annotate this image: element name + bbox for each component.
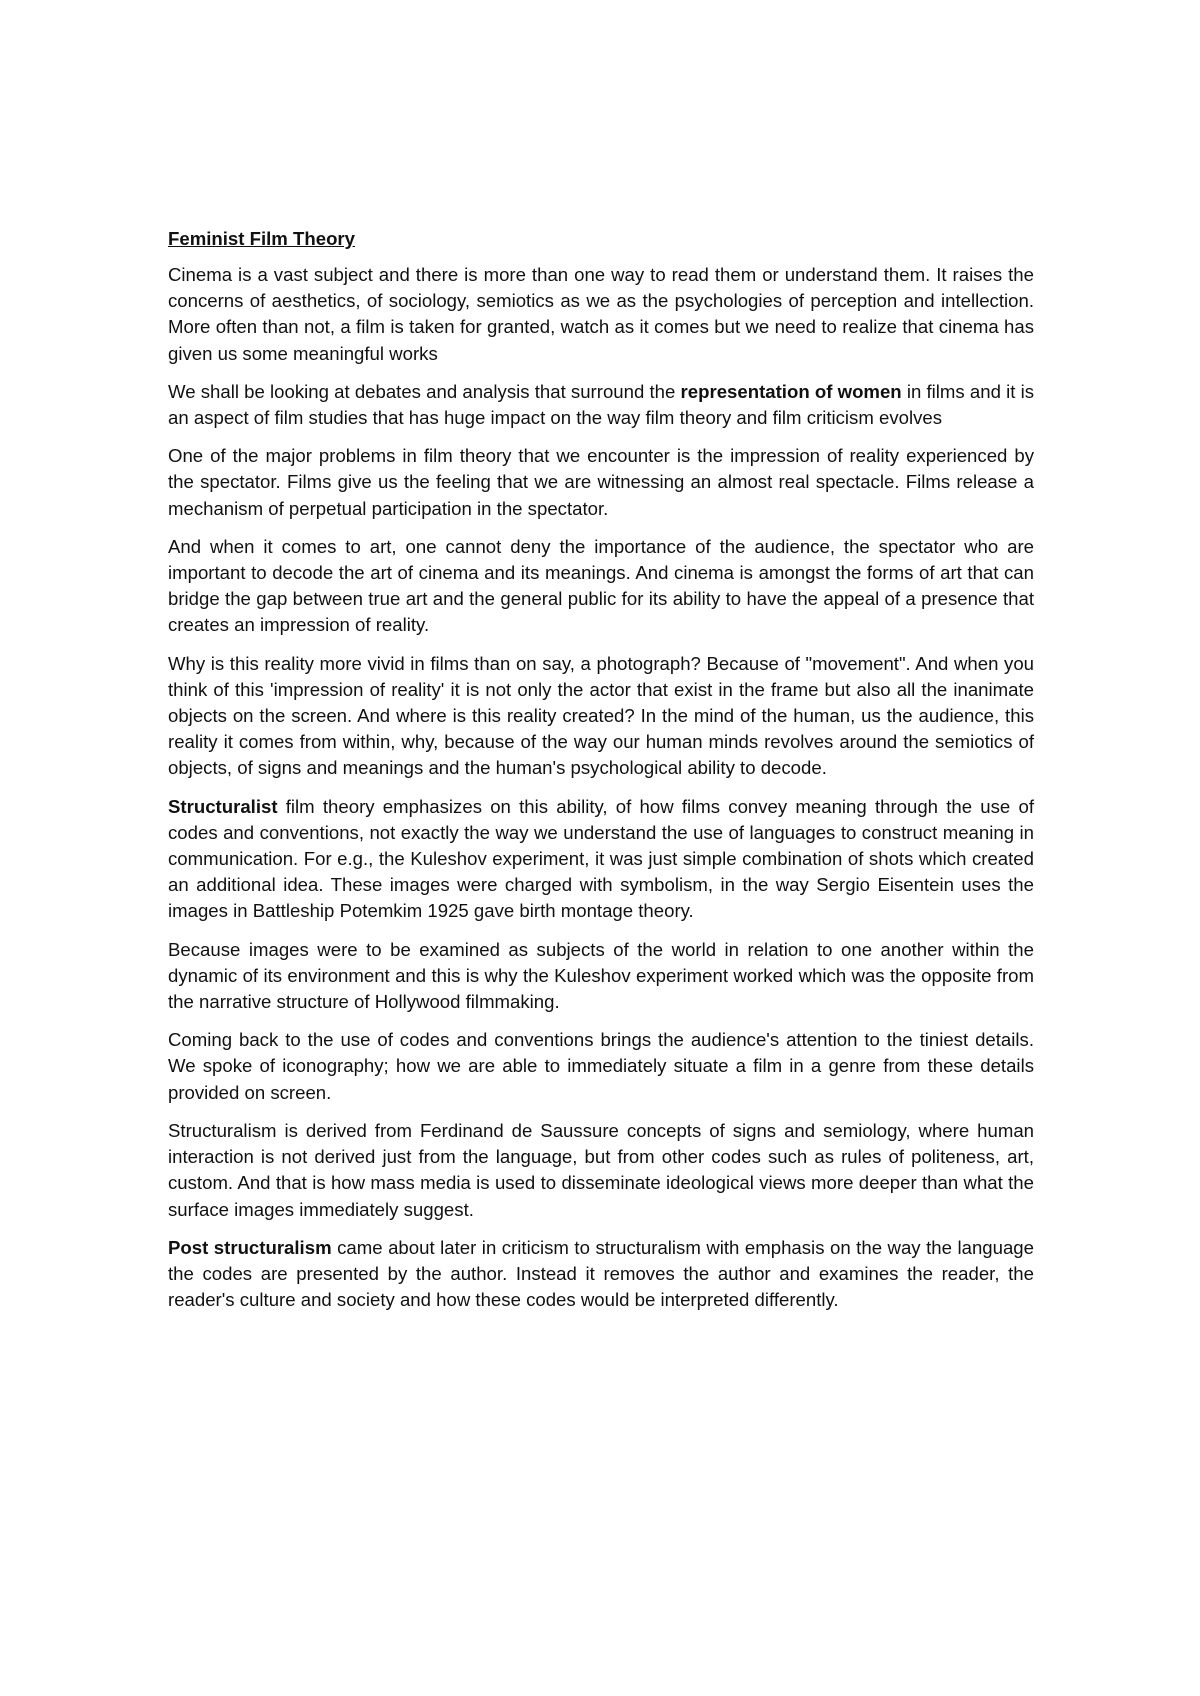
paragraph-audience: And when it comes to art, one cannot deny the importance of the audience, the spectator who are important to decode the art of cinema and its meanings. And cinema is amongst the forms of art that can bridge the gap between true art and the general public for its ability to have the appeal of a presence that creates an impression of reality. [168,535,1034,636]
bold-term-structuralist: Structuralist [168,795,278,817]
paragraph-post-structuralism [168,1235,1034,1314]
paragraph-text: came about later in criticism to structuralism with emphasis on the way the language the codes are presented by the author. Instead it removes the author and examines the reader, the reader's culture and society and how these codes would be interpreted differently. [168,1236,1034,1311]
paragraph-movement: Why is this reality more vivid in films than on say, a photograph? Because of "movement". And when you think of this 'impression of reality' it is not only the actor that exist in the frame but also all the inanimate objects on the screen. And where is this reality created? In the mind of the human, us the audience, this reality it comes from within, why, because of the way our human minds revolves around the semiotics of objects, of signs and meanings and the human's psychological ability to decode. [168,652,1034,779]
document-title: Feminist Film Theory [168,228,355,249]
paragraph-text: We shall be looking at debates and analysis that surround the [168,380,681,402]
bold-term-post-structuralism: Post structuralism [168,1236,332,1258]
paragraph-codes-conventions: Coming back to the use of codes and conventions brings the audience's attention to the tiniest details. We spoke of iconography; how we are able to immediately situate a film in a genre from these details provided on screen. [168,1029,1034,1103]
paragraph-structuralist [168,794,1034,925]
paragraph-text: film theory emphasizes on this ability, of how films convey meaning through the use of codes and conventions, not exactly the way we understand the use of languages to construct meaning in communication. For e.g., the Kuleshov experiment, it was just simple combination of shots which created an additional idea. These images were charged with symbolism, in the way Sergio Eisentein uses the images in Battleship Potemkim 1925 gave birth montage theory. [168,795,1034,922]
paragraph-saussure: Structuralism is derived from Ferdinand de Saussure concepts of signs and semiology, where human interaction is not derived just from the language, but from other codes such as rules of politeness, art, custom. And that is how mass media is used to disseminate ideological views more deeper than what the surface images immediately suggest. [168,1119,1034,1220]
document-page [168,226,1034,1325]
bold-term-representation-of-women: representation of women [680,380,902,402]
paragraph-text: in films and it is an aspect of film studies that has huge impact on the way film theory and film criticism evolves [168,380,1034,429]
paragraph-kuleshov: Because images were to be examined as subjects of the world in relation to one another within the dynamic of its environment and this is why the Kuleshov experiment worked which was the opposite from the narrative structure of Hollywood filmmaking. [168,938,1034,1013]
paragraph-impression-of-reality: One of the major problems in film theory that we encounter is the impression of reality experienced by the spectator. Films give us the feeling that we are witnessing an almost real spectacle. Films release a mechanism of perpetual participation in the spectator. [168,445,1034,519]
paragraph-intro: Cinema is a vast subject and there is more than one way to read them or understand them. It raises the concerns of aesthetics, of sociology, semiotics as we as the psychologies of perception and intellection. More often than not, a film is taken for granted, watch as it comes but we need to realize that cinema has given us some meaningful works [168,264,1034,364]
paragraph-representation [168,379,1034,431]
